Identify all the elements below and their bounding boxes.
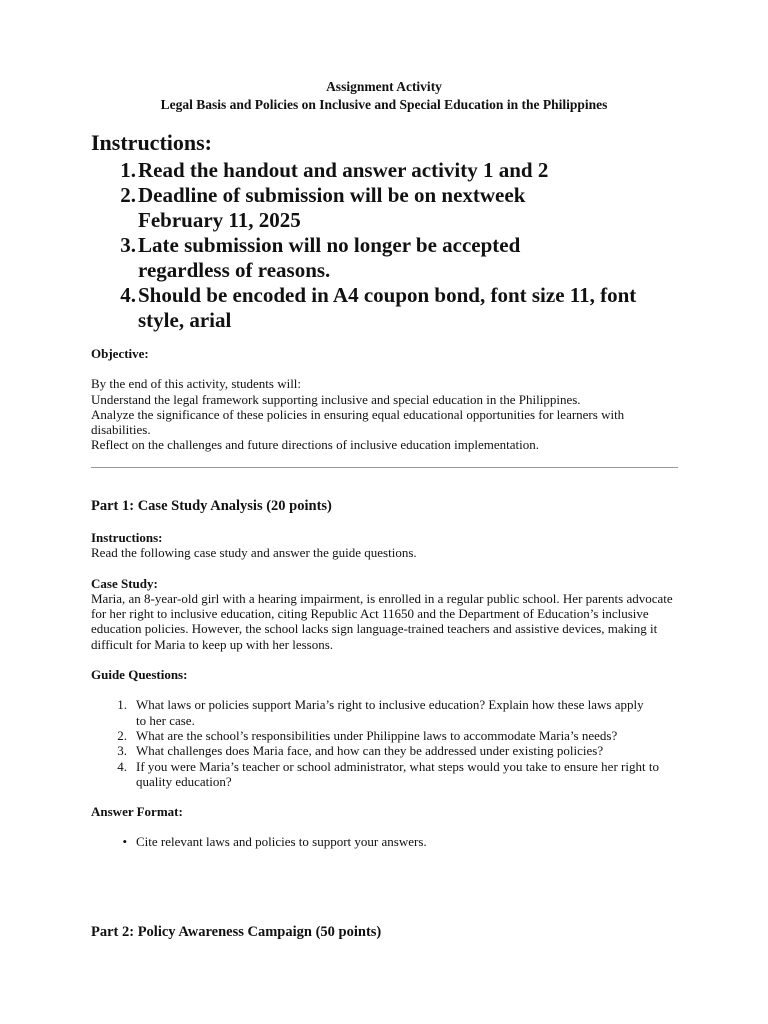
guide-questions-list [91,697,679,789]
objective-section [91,346,681,453]
assignment-title: Assignment Activity [326,79,442,94]
instruction-item [91,158,691,183]
case-study-text: Maria, an 8-year-old girl with a hearing impairment, is enrolled in a regular public school. Her parents advocate for her right to inclusive education, citing Republic Act 11650 and the Department of Education’s inclusive education policies. However, the school lacks sign language-trained teachers and assistive devices, making it difficult for Maria to keep up with her lessons. [91,590,673,652]
question-text: If you were Maria’s teacher or school administrator, what steps would you take to ensure her right to quality education? [136,758,659,789]
objective-item: Analyze the significance of these policies in ensuring equal educational opportunities for learners with disabilities. [91,406,625,438]
guide-question [91,759,679,790]
instruction-number: 3. [120,233,136,257]
part1-title: Part 1: Case Study Analysis (20 points) [91,498,332,514]
instruction-item [91,183,691,233]
instruction-number: 4. [120,283,136,307]
instruction-number: 1. [120,158,136,182]
question-number: 2. [117,727,127,743]
guide-questions-label: Guide Questions: [91,667,188,683]
bullet-icon: • [122,834,127,850]
question-number: 1. [117,697,127,713]
answer-format-label: Answer Format: [91,804,183,820]
question-text: What are the school’s responsibilities under Philippine laws to accommodate Maria’s needs? [136,727,618,743]
instructions-block [91,128,691,333]
part1-section [91,530,681,850]
answer-format-text: Cite relevant laws and policies to support your answers. [136,834,427,850]
instructions-list [91,158,691,333]
document-header [0,78,768,114]
objective-intro: By the end of this activity, students will: [91,376,302,392]
objective-item: Reflect on the challenges and future directions of inclusive education implementation. [91,437,539,453]
objective-label: Objective: [91,346,149,361]
question-text: What challenges does Maria face, and how can they be addressed under existing policies? [136,743,604,759]
instruction-text: Should be encoded in A4 coupon bond, font size 11, font style, arial [138,283,637,332]
question-number: 3. [117,743,127,759]
part1-instructions-text: Read the following case study and answer the guide questions. [91,545,417,561]
instruction-text: Deadline of submission will be on nextweek February 11, 2025 [138,183,526,232]
instruction-text: Late submission will no longer be accepted regardless of reasons. [138,233,521,282]
guide-question [91,697,679,728]
part2-title: Part 2: Policy Awareness Campaign (50 points) [91,924,382,940]
instruction-text: Read the handout and answer activity 1 and 2 [138,158,549,182]
instruction-item [91,233,691,283]
answer-format-item [91,834,681,849]
assignment-subtitle: Legal Basis and Policies on Inclusive and Special Education in the Philippines [160,97,608,112]
guide-question [91,728,679,743]
question-number: 4. [117,758,127,774]
instruction-number: 2. [120,183,136,207]
objective-item: Understand the legal framework supporting inclusive and special education in the Philippines. [91,391,581,407]
part1-instructions-label: Instructions: [91,530,163,545]
question-text: What laws or policies support Maria’s right to inclusive education? Explain how these laws apply to her case. [136,697,644,728]
guide-question [91,743,679,758]
instructions-title: Instructions: [91,130,213,155]
section-divider [91,467,678,468]
instruction-item [91,283,691,333]
case-study-label: Case Study: [91,575,158,591]
